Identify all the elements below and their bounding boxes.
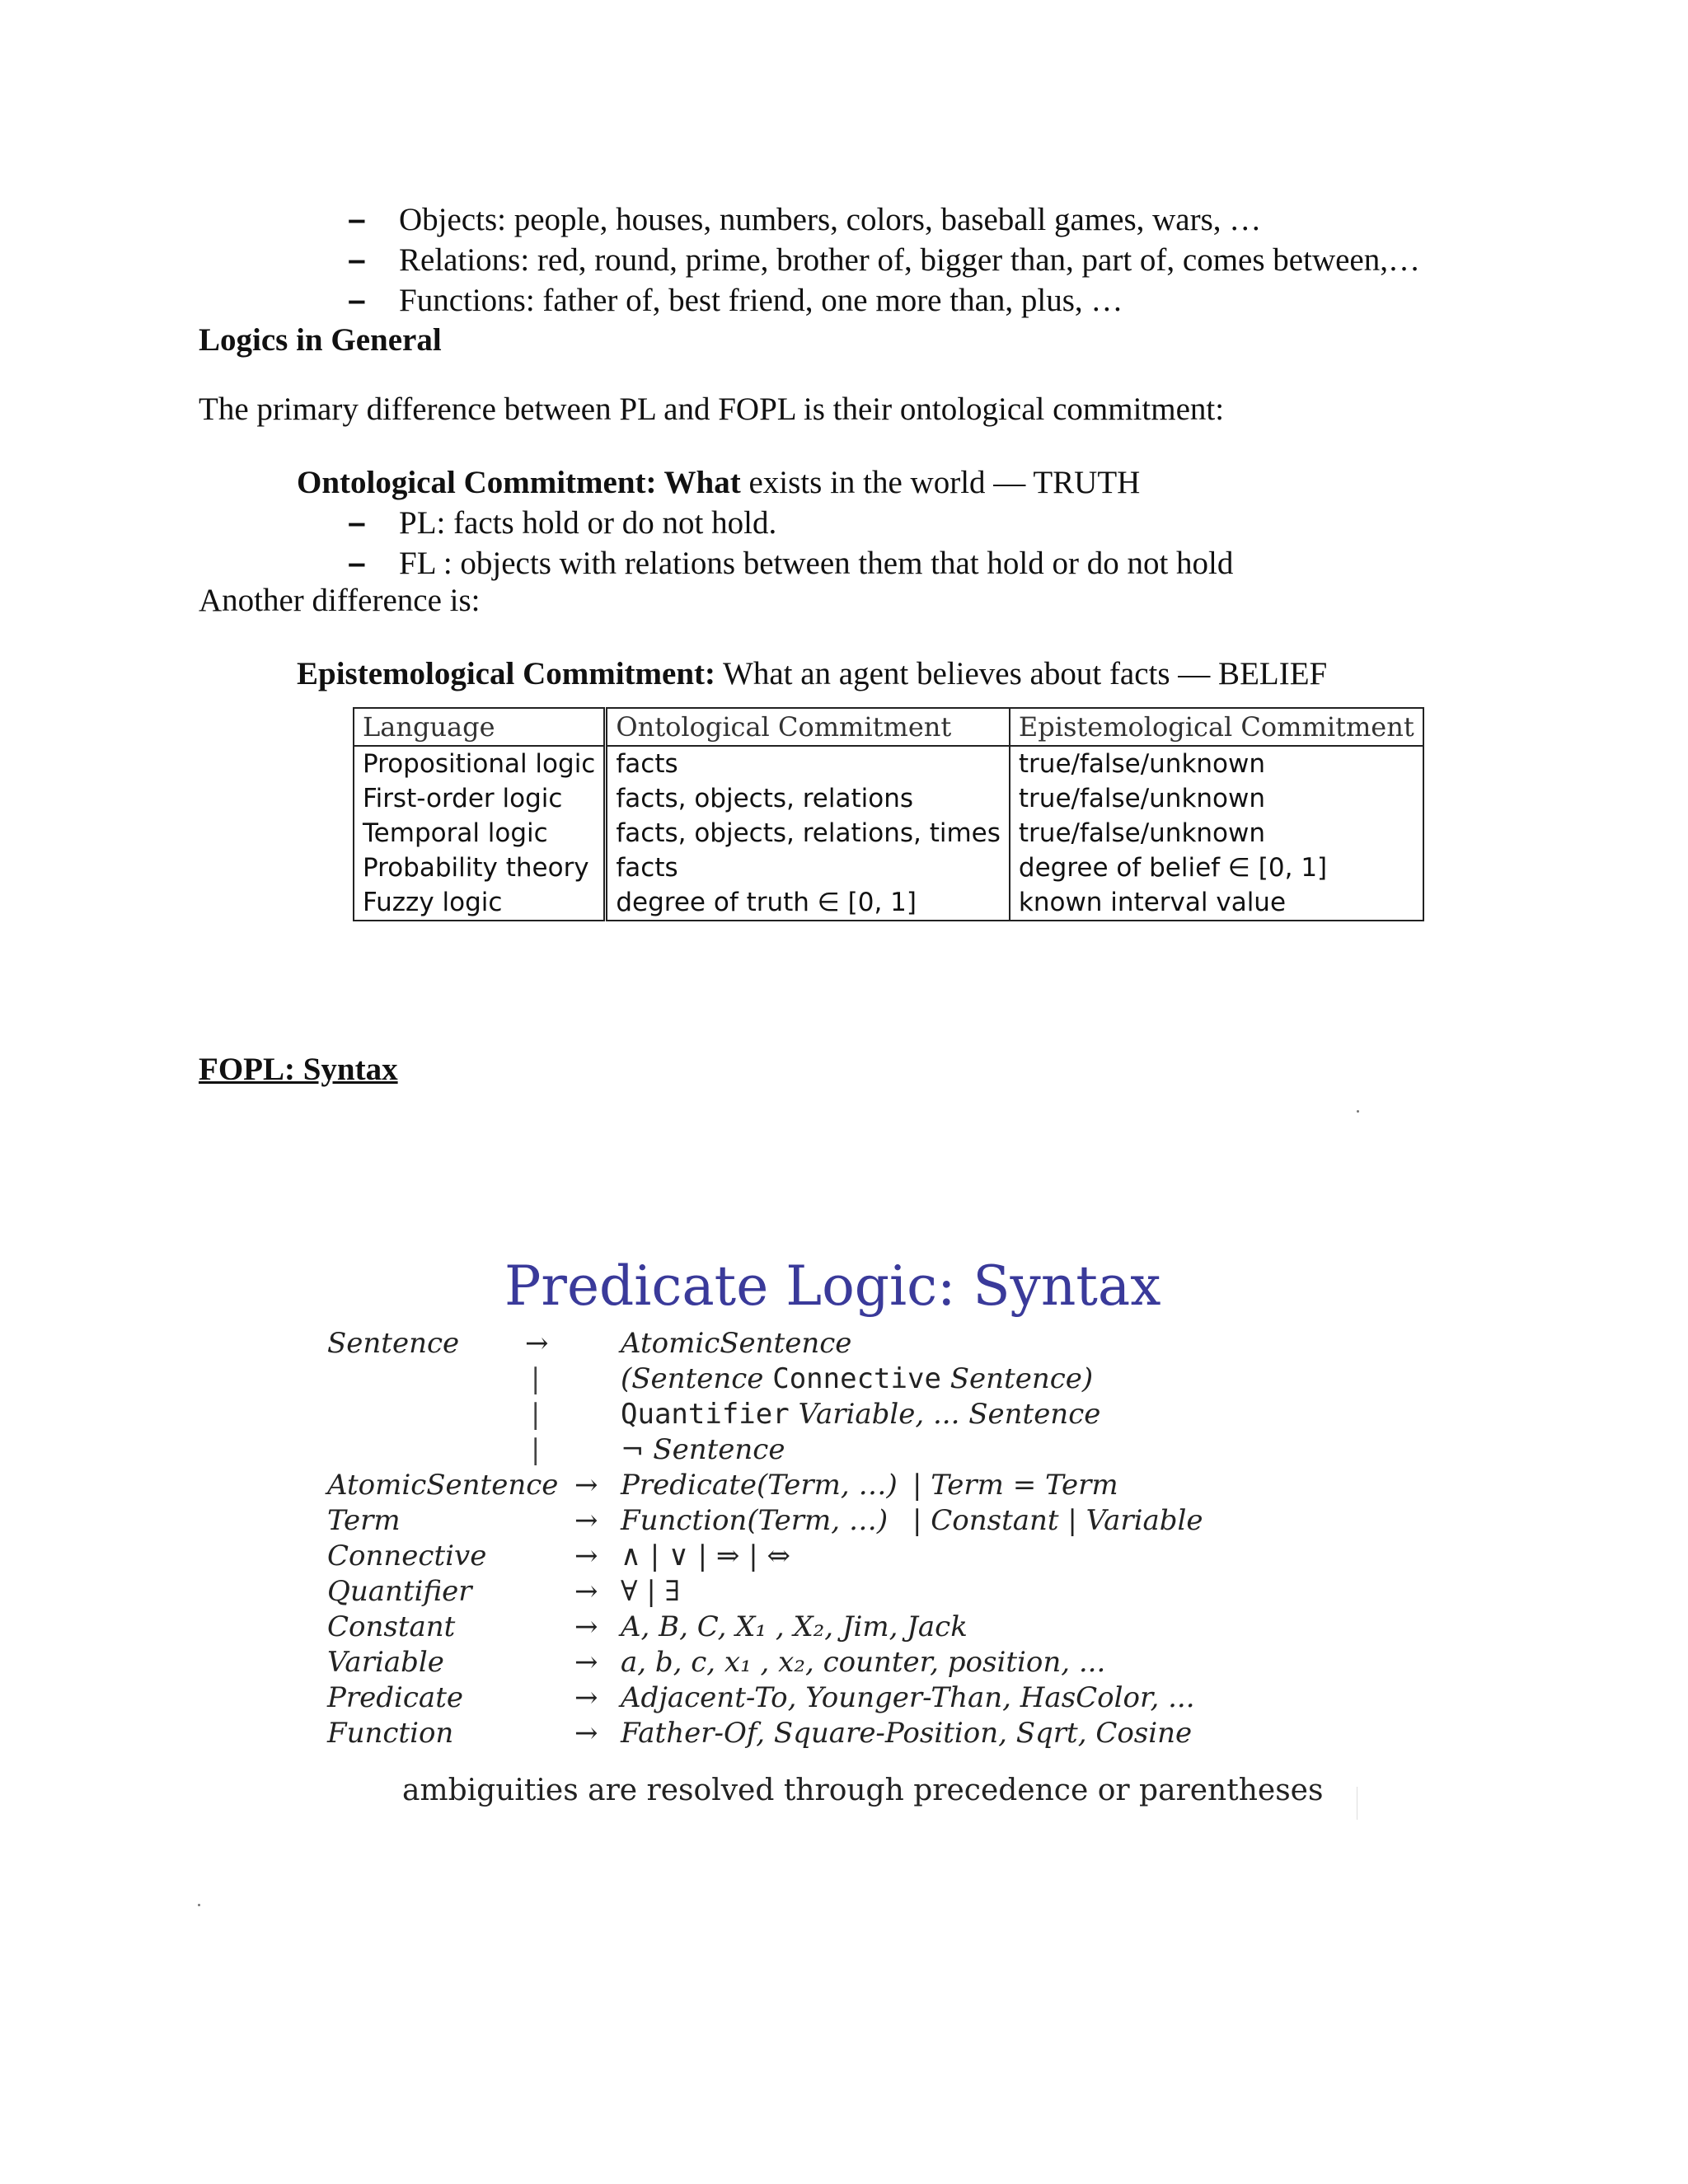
list-item [338, 543, 1233, 583]
table-cell: facts, objects, relations [606, 781, 1010, 816]
arrow-icon: → [574, 1540, 598, 1572]
rhs-part: (Sentence [621, 1362, 773, 1395]
rule-rhs [621, 1398, 1100, 1431]
ontological-rest: exists in the world — TRUTH [740, 465, 1141, 500]
list-item [338, 503, 1233, 543]
arrow-icon: → [574, 1469, 598, 1502]
rule-rhs [621, 1362, 1093, 1395]
ontological-label: Ontological Commitment: What [297, 465, 741, 500]
logic-comparison-table [353, 707, 1424, 921]
table-cell: true/false/unknown [1018, 784, 1266, 813]
epistemological-label: Epistemological Commitment: [297, 656, 715, 691]
table-cell: Propositional logic [354, 746, 606, 781]
table-cell: First-order logic [354, 781, 606, 816]
bar-separator: | [531, 1362, 541, 1395]
rhs-part: Quantifier [621, 1398, 790, 1431]
top-bullet-list [338, 199, 1420, 321]
table-cell: Fuzzy logic [354, 885, 606, 921]
dash-bullet-icon: – [348, 283, 366, 318]
stray-dot [198, 1904, 200, 1906]
ontological-bullet-list [338, 503, 1233, 583]
arrow-icon: → [525, 1327, 549, 1360]
rule-rhs: Adjacent-To, Younger-Than, HasColor, ... [621, 1681, 1195, 1714]
column-header: Epistemological Commitment [1010, 708, 1423, 746]
table-cell: true/false/unknown [1018, 749, 1266, 779]
ontological-commitment-line [297, 462, 1140, 503]
dash-bullet-icon: – [348, 505, 366, 541]
dash-bullet-icon: – [348, 242, 366, 278]
column-header: Language [354, 708, 606, 746]
bar-separator: | [531, 1433, 541, 1466]
table-cell: known interval value [1018, 888, 1287, 917]
table-row [354, 746, 1423, 781]
bullet-text: Functions: father of, best friend, one more than, plus, … [399, 283, 1123, 318]
rule-rhs: ¬ Sentence [621, 1433, 785, 1466]
column-header: Ontological Commitment [606, 708, 1010, 746]
bullet-text: PL: facts hold or do not hold. [399, 505, 777, 541]
rule-lhs: Variable [327, 1646, 444, 1679]
syntax-figure-title: Predicate Logic: Syntax [504, 1254, 1161, 1318]
rule-lhs: Quantifier [327, 1575, 472, 1608]
table-cell: Temporal logic [354, 816, 606, 851]
rule-lhs: Connective [327, 1540, 487, 1572]
table-row [354, 851, 1423, 885]
arrow-icon: → [574, 1610, 598, 1643]
table-row [354, 885, 1423, 921]
rhs-part: Connective [772, 1362, 941, 1395]
bullet-text: Objects: people, houses, numbers, colors, baseball games, wars, … [399, 202, 1262, 237]
epistemological-commitment-line [297, 654, 1327, 694]
table-header-row [354, 708, 1423, 746]
table-row [354, 816, 1423, 851]
stray-dot [1357, 1110, 1359, 1113]
rule-lhs: Sentence [327, 1327, 460, 1360]
primary-difference-text: The primary difference between PL and FOPL is their ontological commitment: [199, 391, 1225, 427]
rule-rhs: ∧ | ∨ | ⇒ | ⇔ [621, 1540, 790, 1572]
another-difference-text: Another difference is: [199, 583, 481, 618]
rule-lhs: Predicate [327, 1681, 463, 1714]
table-cell: facts [606, 746, 1010, 781]
table-row [354, 781, 1423, 816]
bar-separator: | [531, 1398, 541, 1431]
rhs-part: Sentence) [940, 1362, 1094, 1395]
rule-rhs: Predicate(Term, …) [621, 1469, 898, 1502]
bullet-text: Relations: red, round, prime, brother of, bigger than, part of, comes between,… [399, 242, 1420, 278]
table-cell: facts, objects, relations, times [606, 816, 1010, 851]
rule-rhs: Function(Term, …) [621, 1504, 889, 1537]
rule-lhs: Term [327, 1504, 401, 1537]
table-cell: degree of belief ∈ [0, 1] [1018, 853, 1328, 883]
rule-lhs: Constant [327, 1610, 456, 1643]
rule-lhs: AtomicSentence [327, 1469, 559, 1502]
dash-bullet-icon: – [348, 202, 366, 237]
rule-rhs: ∀ | ∃ [621, 1575, 681, 1608]
arrow-icon: → [574, 1575, 598, 1608]
arrow-icon: → [574, 1646, 598, 1679]
table-cell: degree of truth ∈ [0, 1] [606, 885, 1010, 921]
table-cell: true/false/unknown [1018, 818, 1266, 848]
bullet-text: FL : objects with relations between them that hold or do not hold [399, 546, 1234, 581]
rule-rhs: AtomicSentence [621, 1327, 852, 1360]
logics-heading: Logics in General [199, 322, 442, 358]
arrow-icon: → [574, 1681, 598, 1714]
dash-bullet-icon: – [348, 546, 366, 581]
arrow-icon: → [574, 1717, 598, 1750]
rule-rhs-alt: | Term = Term [912, 1469, 1118, 1502]
list-item [338, 280, 1420, 321]
rule-rhs-alt: | Constant | Variable [912, 1504, 1203, 1537]
table-cell: Probability theory [354, 851, 606, 885]
list-item [338, 240, 1420, 280]
syntax-footer-note: ambiguities are resolved through precedence or parentheses [402, 1774, 1324, 1807]
rule-rhs: A, B, C, X₁ , X₂, Jim, Jack [621, 1610, 968, 1643]
rule-rhs: Father-Of, Square-Position, Sqrt, Cosine [621, 1717, 1193, 1750]
syntax-section-heading: FOPL: Syntax [199, 1052, 398, 1087]
rhs-part: Variable, ... Sentence [789, 1398, 1101, 1431]
rule-rhs: a, b, c, x₁ , x₂, counter, position, ... [621, 1646, 1106, 1679]
arrow-icon: → [574, 1504, 598, 1537]
rule-lhs: Function [327, 1717, 454, 1750]
epistemological-rest: What an agent believes about facts — BELIEF [715, 656, 1328, 691]
list-item [338, 199, 1420, 240]
table-cell: facts [606, 851, 1010, 885]
